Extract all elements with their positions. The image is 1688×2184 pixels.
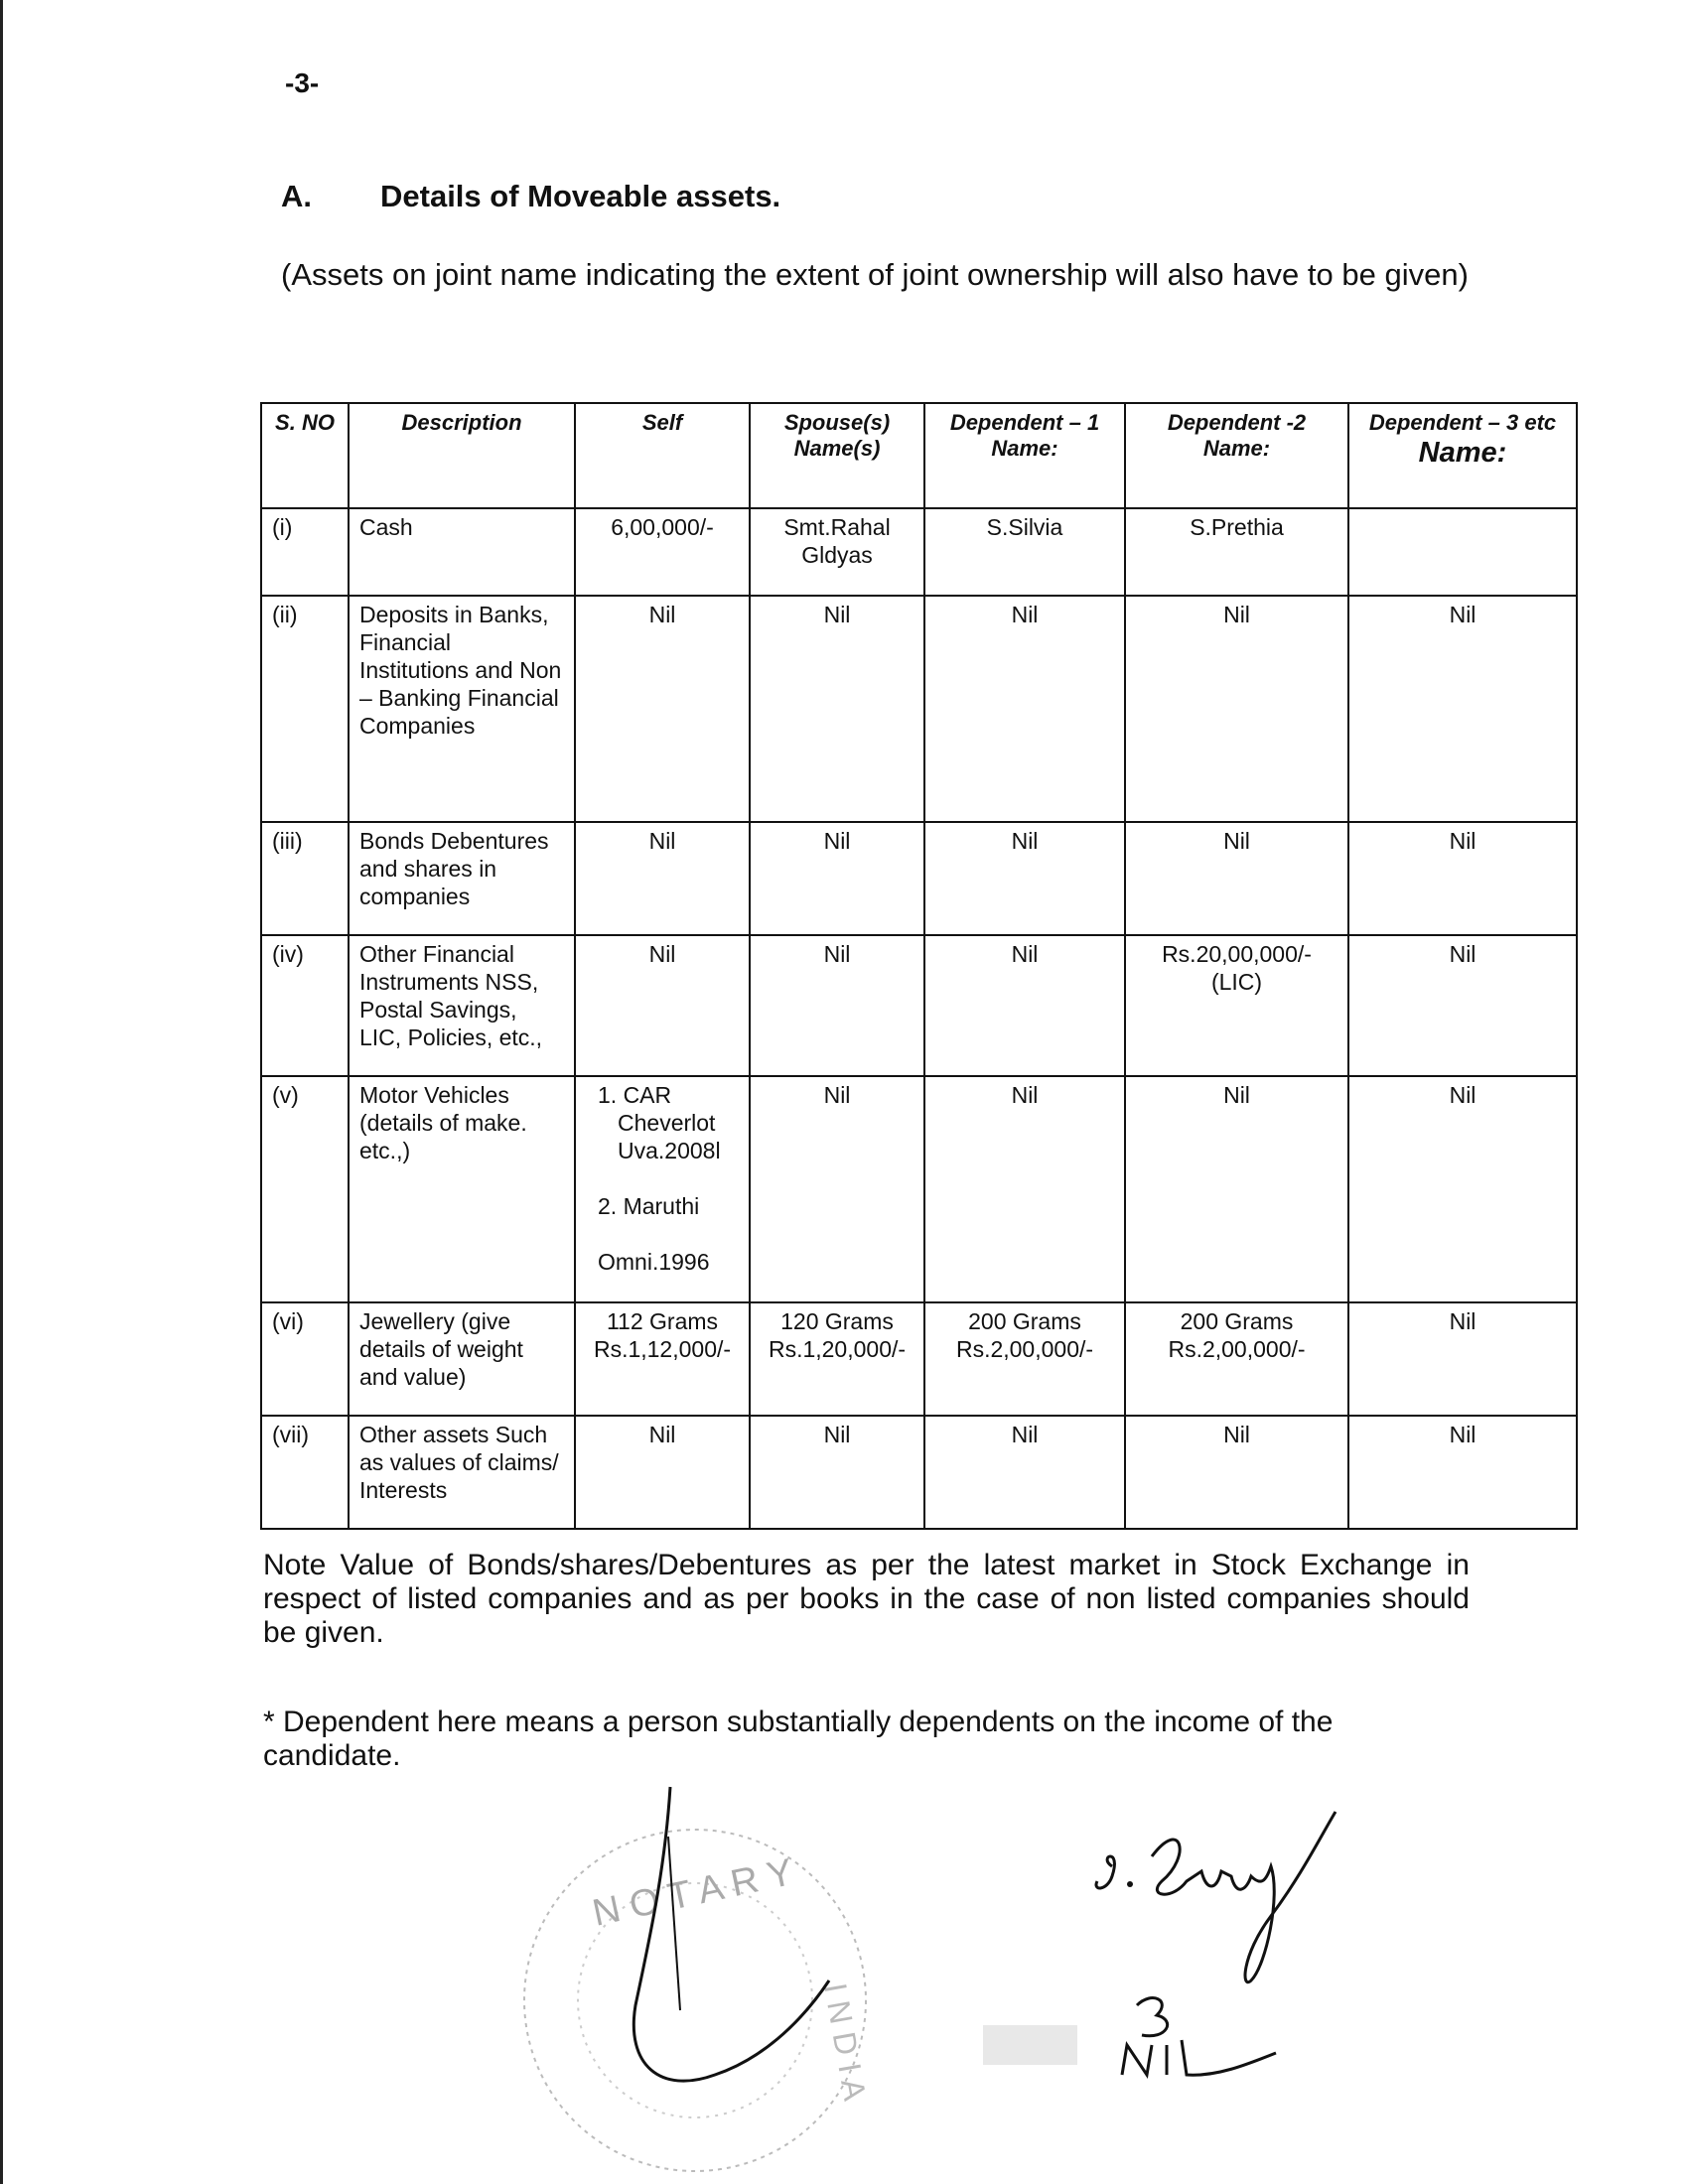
row-dependent-3-value: Nil (1348, 596, 1577, 822)
row-dependent-2-value: S.Prethia (1125, 508, 1348, 596)
row-dependent-1-value: S.Silvia (924, 508, 1125, 596)
row-sno: (iv) (261, 935, 349, 1076)
row-dependent-2-value: Rs.20,00,000/- (LIC) (1125, 935, 1348, 1076)
header-dependent-3 (1348, 403, 1577, 508)
table-row-financial-instruments (261, 935, 1577, 1076)
header-dependent-2-name: Name: (1202, 436, 1271, 461)
market-value-note: Note Value of Bonds/shares/Debentures as per the latest market in Stock Exchange in respect of listed companies and as per books in the case of non listed companies should be given. (263, 1549, 1470, 1649)
row-self-value (575, 1076, 750, 1302)
row-spouse-value: Nil (750, 822, 924, 935)
header-dependent-2 (1125, 403, 1348, 508)
row-dependent-1-value: Nil (924, 935, 1125, 1076)
row-self-value: Nil (575, 935, 750, 1076)
table-row-bonds (261, 822, 1577, 935)
dependent-definition-note: * Dependent here means a person substantially dependents on the income of the candidate. (263, 1706, 1334, 1772)
row-sno: (vii) (261, 1416, 349, 1529)
vehicle-item: Omni.1996 (598, 1249, 710, 1275)
row-sno: (iii) (261, 822, 349, 935)
row-dependent-2-value: Nil (1125, 1076, 1348, 1302)
candidate-signature (1092, 1797, 1350, 1995)
row-dependent-1-value: Nil (924, 1416, 1125, 1529)
row-dependent-3-value: Nil (1348, 1076, 1577, 1302)
svg-text:N O T A R Y: N O T A R Y (589, 1851, 797, 1935)
vehicle-item: Cheverlot Uva.2008l (618, 1110, 721, 1163)
header-dependent-1-name: Name: (991, 436, 1058, 461)
row-spouse-value: 120 Grams Rs.1,20,000/- (750, 1302, 924, 1416)
row-self-value: 112 Grams Rs.1,12,000/- (575, 1302, 750, 1416)
header-dependent-3-label: Dependent – 3 etc (1368, 410, 1557, 435)
section-title: Details of Moveable assets. (380, 179, 781, 213)
row-dependent-1-value: Nil (924, 596, 1125, 822)
table-row-deposits (261, 596, 1577, 822)
header-dependent-1 (924, 403, 1125, 508)
row-dependent-2-value: Nil (1125, 1416, 1348, 1529)
row-self-value: Nil (575, 1416, 750, 1529)
svg-text:I N D I A: I N D I A (817, 1979, 874, 2104)
header-dependent-2-label: Dependent -2 (1167, 410, 1307, 435)
page-left-edge (0, 0, 3, 2184)
row-dependent-1-value: 200 Grams Rs.2,00,000/- (924, 1302, 1125, 1416)
row-description: Other assets Such as values of claims/ Interests (349, 1416, 575, 1529)
row-spouse-value: Nil (750, 935, 924, 1076)
section-letter: A. (281, 179, 312, 213)
row-dependent-1-value: Nil (924, 822, 1125, 935)
row-spouse-value: Smt.Rahal Gldyas (750, 508, 924, 596)
notary-stamp (501, 1777, 889, 2184)
row-spouse-value: Nil (750, 1076, 924, 1302)
row-dependent-3-value: Nil (1348, 1416, 1577, 1529)
row-spouse-value: Nil (750, 1416, 924, 1529)
header-self: Self (575, 403, 750, 508)
row-dependent-3-value: Nil (1348, 822, 1577, 935)
moveable-assets-table (260, 402, 1578, 1530)
table-row-motor-vehicles (261, 1076, 1577, 1302)
vehicle-item: 1. CAR (598, 1082, 672, 1108)
row-description: Jewellery (give details of weight and value) (349, 1302, 575, 1416)
header-dependent-3-name: Name: (1418, 437, 1507, 469)
row-description: Deposits in Banks, Financial Institutions and Non – Banking Financial Companies (349, 596, 575, 822)
row-dependent-3-value: Nil (1348, 935, 1577, 1076)
row-dependent-3-value: Nil (1348, 1302, 1577, 1416)
row-self-value: Nil (575, 822, 750, 935)
table-row-jewellery (261, 1302, 1577, 1416)
table-row-other-assets (261, 1416, 1577, 1529)
header-spouse: Spouse(s) Name(s) (750, 403, 924, 508)
table-row-cash (261, 508, 1577, 596)
handwritten-initials (978, 1985, 1306, 2085)
row-spouse-value: Nil (750, 596, 924, 822)
row-sno: (v) (261, 1076, 349, 1302)
header-description: Description (349, 403, 575, 508)
row-description: Motor Vehicles (details of make. etc.,) (349, 1076, 575, 1302)
row-description: Other Financial Instruments NSS, Postal Savings, LIC, Policies, etc., (349, 935, 575, 1076)
header-dependent-1-label: Dependent – 1 (949, 410, 1100, 435)
row-dependent-2-value: 200 Grams Rs.2,00,000/- (1125, 1302, 1348, 1416)
row-description: Cash (349, 508, 575, 596)
row-dependent-2-value: Nil (1125, 822, 1348, 935)
row-self-value: Nil (575, 596, 750, 822)
table-header-row (261, 403, 1577, 508)
section-heading (281, 179, 780, 214)
row-dependent-2-value: Nil (1125, 596, 1348, 822)
row-sno: (ii) (261, 596, 349, 822)
row-sno: (i) (261, 508, 349, 596)
page-number: -3- (285, 68, 320, 98)
section-subtitle: (Assets on joint name indicating the extent of joint ownership will also have to be given) (281, 257, 1469, 292)
row-sno: (vi) (261, 1302, 349, 1416)
row-description: Bonds Debentures and shares in companies (349, 822, 575, 935)
row-dependent-3-value (1348, 508, 1577, 596)
header-sno: S. NO (261, 403, 349, 508)
vehicle-item: 2. Maruthi (598, 1193, 700, 1219)
row-dependent-1-value: Nil (924, 1076, 1125, 1302)
row-self-value: 6,00,000/- (575, 508, 750, 596)
